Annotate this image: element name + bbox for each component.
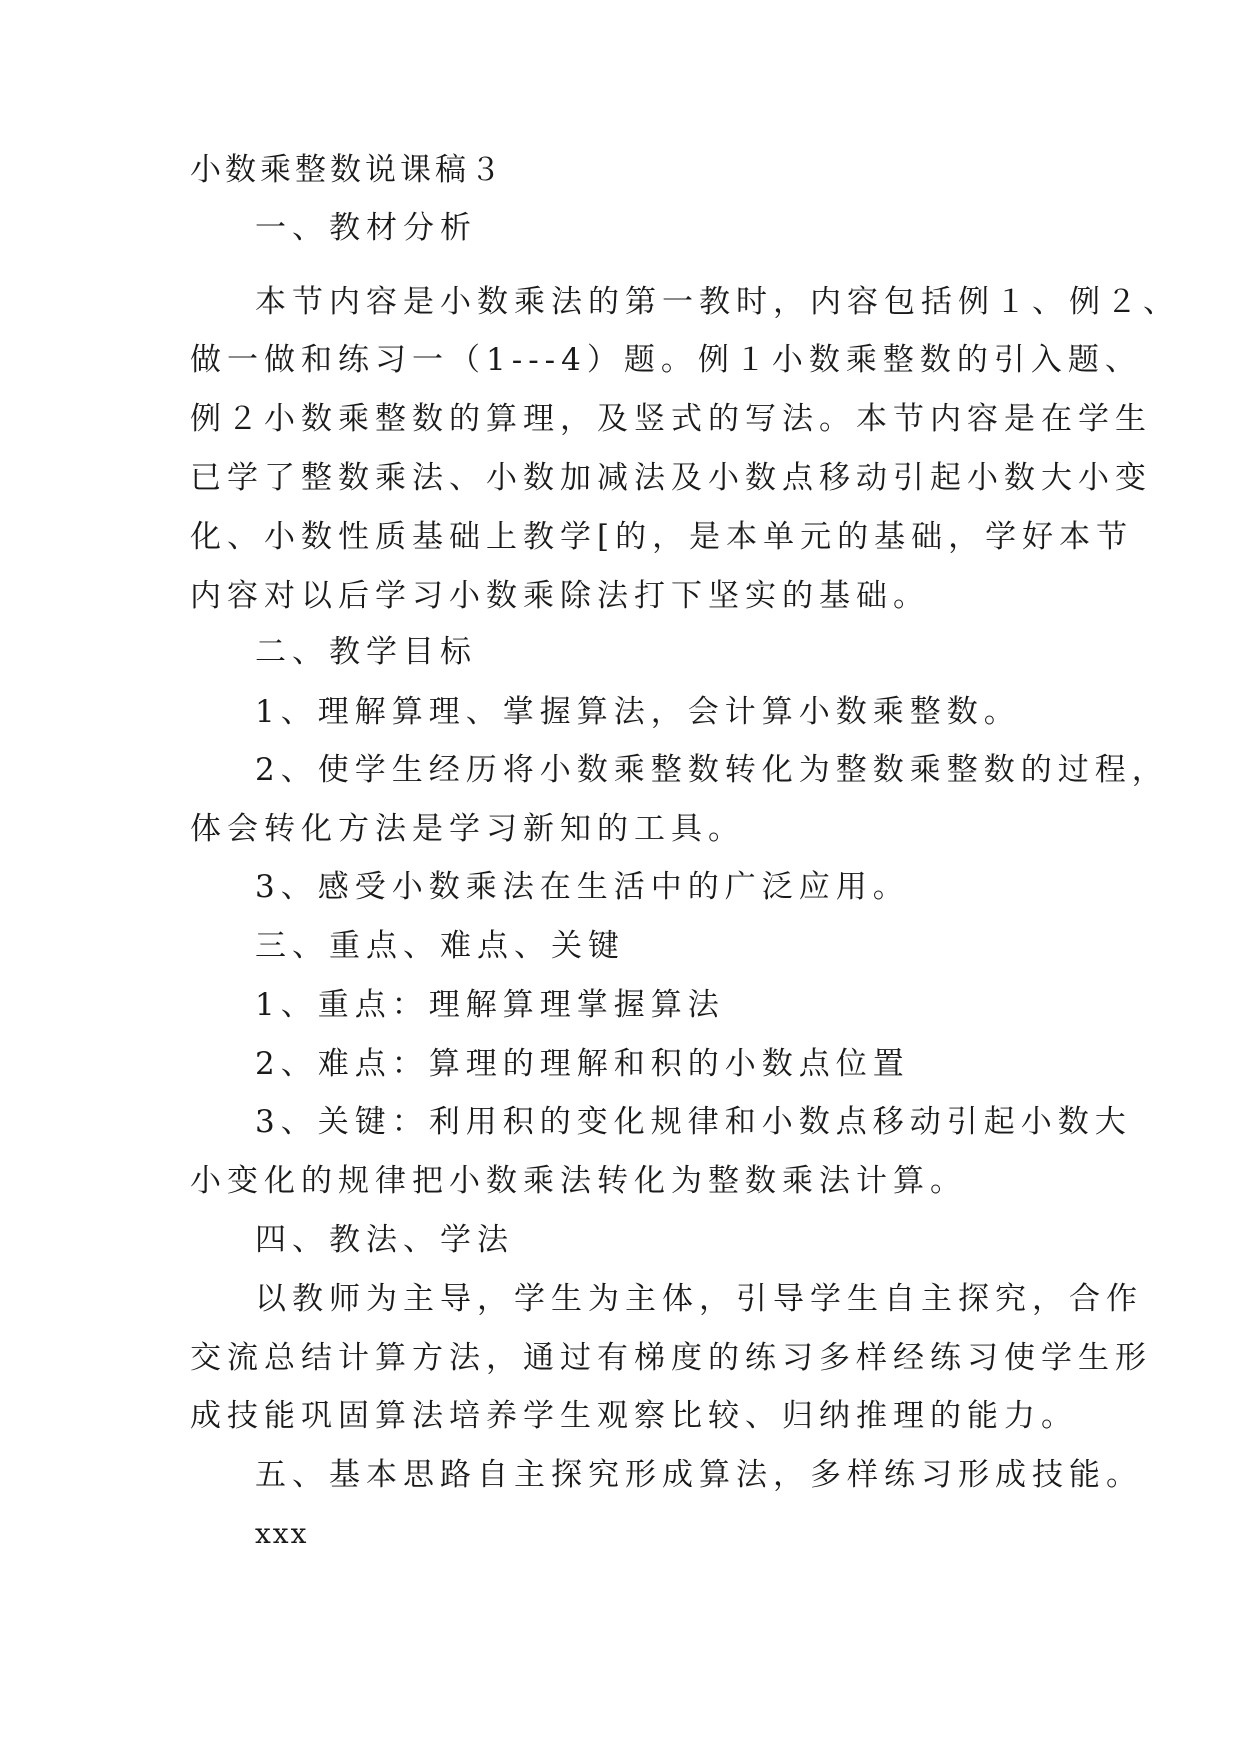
- paragraph-line: 例２小数乘整数的算理，及竖式的写法。本节内容是在学生: [190, 401, 1152, 437]
- section-heading: 五、基本思路自主探究形成算法，多样练习形成技能。: [255, 1457, 1143, 1493]
- paragraph-line: 本节内容是小数乘法的第一教时，内容包括例１、例２、: [255, 284, 1180, 320]
- section-heading: 二、教学目标: [255, 634, 477, 670]
- paragraph-line: 做一做和练习一（1---4）题。例１小数乘整数的引入题、: [190, 342, 1142, 378]
- section-heading: 一、教材分析: [255, 210, 477, 246]
- section-heading: 三、重点、难点、关键: [255, 928, 625, 964]
- document-title: 小数乘整数说课稿３: [190, 152, 505, 188]
- paragraph-line: 2、难点：算理的理解和积的小数点位置: [255, 1046, 910, 1082]
- paragraph-line: 成技能巩固算法培养学生观察比较、归纳推理的能力。: [190, 1398, 1078, 1434]
- paragraph-line: 以教师为主导，学生为主体，引导学生自主探究，合作: [255, 1281, 1143, 1317]
- paragraph-line: 体会转化方法是学习新知的工具。: [190, 811, 745, 847]
- paragraph-line: 内容对以后学习小数乘除法打下坚实的基础。: [190, 578, 930, 614]
- paragraph-line: 3、感受小数乘法在生活中的广泛应用。: [255, 869, 910, 905]
- paragraph-line: 3、关键：利用积的变化规律和小数点移动引起小数大: [255, 1104, 1132, 1140]
- paragraph-line: 1、重点：理解算理掌握算法: [255, 987, 725, 1023]
- paragraph-line: 1、理解算理、掌握算法，会计算小数乘整数。: [255, 694, 1021, 730]
- section-heading: 四、教法、学法: [255, 1222, 514, 1258]
- placeholder-text: xxx: [255, 1517, 309, 1550]
- paragraph-line: 化、小数性质基础上教学[的，是本单元的基础，学好本节: [190, 519, 1134, 555]
- paragraph-line: 已学了整数乘法、小数加减法及小数点移动引起小数大小变: [190, 460, 1152, 496]
- paragraph-line: 小变化的规律把小数乘法转化为整数乘法计算。: [190, 1163, 967, 1199]
- paragraph-line: 交流总结计算方法，通过有梯度的练习多样经练习使学生形: [190, 1340, 1152, 1376]
- paragraph-line: 2、使学生经历将小数乘整数转化为整数乘整数的过程，: [255, 752, 1169, 788]
